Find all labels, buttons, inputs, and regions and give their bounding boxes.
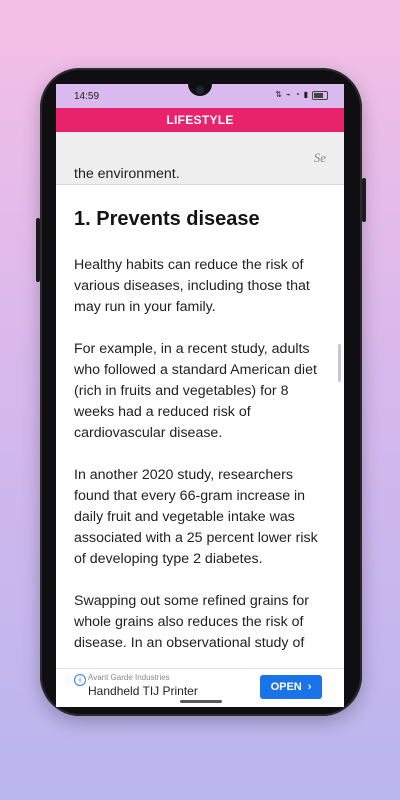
article-paragraph-3: In another 2020 study, researchers found that every 66-gram increase in daily fruit and vegetable intake was associated with a 25 percent lower risk of developing type 2 diabetes. xyxy=(74,467,318,567)
ad-open-label: OPEN xyxy=(270,681,302,693)
wifi-icon: ◔ xyxy=(294,90,300,99)
article-clipped-text: the environment. xyxy=(74,166,180,182)
battery-icon xyxy=(312,91,328,100)
signal-icon: ▮ xyxy=(303,90,308,99)
volte-icon: ⌁ xyxy=(285,90,291,99)
article-content[interactable] xyxy=(56,166,344,668)
power-button xyxy=(362,178,366,222)
app-title: LIFESTYLE xyxy=(166,113,234,127)
speed-icon: ⇅ xyxy=(275,90,282,99)
ad-company: Avant Garde Industries xyxy=(88,673,170,682)
status-icons xyxy=(275,90,328,100)
article-paragraph-4: Swapping out some refined grains for whole grains also reduces the risk of disease. In an observational study of xyxy=(74,593,310,651)
info-icon[interactable]: i xyxy=(74,674,86,686)
article xyxy=(74,164,330,675)
search-hint: Se xyxy=(313,150,326,165)
status-bar xyxy=(56,84,344,108)
phone-screen xyxy=(56,84,344,706)
ad-title[interactable]: Handheld TIJ Printer xyxy=(88,684,198,698)
front-camera xyxy=(196,86,204,94)
home-indicator[interactable] xyxy=(180,700,222,703)
volume-button xyxy=(36,218,40,282)
article-paragraph-1: Healthy habits can reduce the risk of various diseases, including those that may run in your family. xyxy=(74,257,310,315)
chevron-right-icon: › xyxy=(307,681,312,693)
scrollbar-thumb[interactable] xyxy=(338,344,341,382)
status-time: 14:59 xyxy=(74,91,100,102)
notch xyxy=(188,84,212,96)
ad-open-button[interactable] xyxy=(260,675,322,699)
article-paragraph-2: For example, in a recent study, adults who followed a standard American diet (rich in fruits and vegetables) for 8 weeks had a reduced risk of cardiovascular disease. xyxy=(74,341,317,441)
app-bar xyxy=(56,108,344,132)
article-heading: 1. Prevents disease xyxy=(74,208,260,230)
